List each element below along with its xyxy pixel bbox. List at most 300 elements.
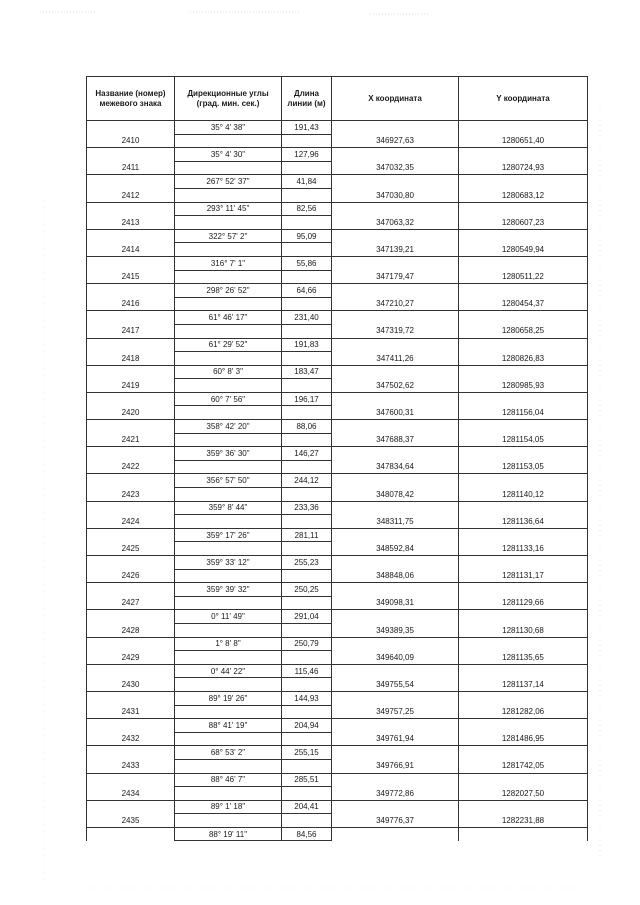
x-cell-empty [332,719,459,733]
segment-row [87,827,588,841]
point-name-cell: 2428 [87,623,175,637]
point-name-cell: 2431 [87,705,175,719]
y-coord-cell: 1282231,88 [459,814,588,828]
segment-row [87,229,588,243]
x-coord-cell: 349755,54 [332,678,459,692]
coordinates-table [86,76,588,841]
y-cell-empty [459,202,588,216]
y-cell-empty [459,800,588,814]
y-cell-empty [459,474,588,488]
x-coord-cell: 349772,86 [332,787,459,801]
y-cell-empty [459,746,588,760]
x-cell-empty [332,229,459,243]
x-cell-empty [332,773,459,787]
length-cell-empty [282,542,332,556]
point-row [87,705,588,719]
x-coord-cell: 349761,94 [332,732,459,746]
length-cell-empty [282,406,332,420]
length-cell: 204,94 [282,719,332,733]
length-cell-empty [282,678,332,692]
name-cell-empty [87,773,175,787]
y-coord-cell: 1281130,68 [459,623,588,637]
segment-row [87,664,588,678]
point-row [87,297,588,311]
angle-cell-empty [175,569,282,583]
name-cell-empty [87,528,175,542]
y-coord-cell: 1280549,94 [459,243,588,257]
name-cell-empty [87,474,175,488]
x-cell-empty [332,420,459,434]
angle-cell-empty [175,814,282,828]
name-cell-empty [87,202,175,216]
y-cell-empty [459,175,588,189]
angle-cell-empty [175,787,282,801]
length-cell: 64,66 [282,284,332,298]
x-cell-empty [332,800,459,814]
segment-row [87,800,588,814]
angle-cell-empty [175,297,282,311]
angle-cell: 293° 11' 45" [175,202,282,216]
segment-row [87,338,588,352]
length-cell-empty [282,243,332,257]
point-name-cell: 2413 [87,216,175,230]
y-coord-cell: 1280826,83 [459,352,588,366]
x-cell-empty [332,311,459,325]
name-cell-empty [87,256,175,270]
angle-cell: 61° 29' 52" [175,338,282,352]
point-row [87,542,588,556]
x-coord-cell: 348592,84 [332,542,459,556]
x-cell-empty [332,501,459,515]
segment-row [87,773,588,787]
x-coord-cell: 347032,35 [332,161,459,175]
y-cell-empty [459,148,588,162]
name-cell-empty [87,827,175,841]
point-row [87,488,588,502]
point-row [87,569,588,583]
x-coord-cell: 349640,09 [332,651,459,665]
angle-cell-empty [175,243,282,257]
point-row [87,134,588,148]
header-angle: Дирекционные углы (град. мин. сек.) [175,77,282,121]
length-cell-empty [282,460,332,474]
angle-cell-empty [175,488,282,502]
x-coord-cell: 347688,37 [332,433,459,447]
x-cell-empty [332,284,459,298]
length-cell-empty [282,787,332,801]
x-cell-empty [332,447,459,461]
point-name-cell: 2417 [87,324,175,338]
name-cell-empty [87,447,175,461]
segment-row [87,175,588,189]
point-row [87,678,588,692]
segment-row [87,148,588,162]
point-name-cell: 2418 [87,352,175,366]
segment-row [87,719,588,733]
y-coord-cell: 1281133,16 [459,542,588,556]
y-cell-empty [459,501,588,515]
point-name-cell: 2419 [87,379,175,393]
segment-row [87,501,588,515]
y-cell-empty [459,229,588,243]
point-row [87,651,588,665]
angle-cell-empty [175,161,282,175]
length-cell-empty [282,188,332,202]
y-cell-empty [459,637,588,651]
x-coord-cell: 349389,35 [332,623,459,637]
point-row [87,324,588,338]
angle-cell: 359° 39' 32" [175,583,282,597]
x-coord-cell: 347210,27 [332,297,459,311]
y-coord-cell: 1281131,17 [459,569,588,583]
length-cell: 95,09 [282,229,332,243]
segment-row [87,691,588,705]
y-coord-cell: 1280724,93 [459,161,588,175]
y-cell-empty [459,528,588,542]
angle-cell-empty [175,705,282,719]
length-cell: 244,12 [282,474,332,488]
x-cell-empty [332,338,459,352]
angle-cell-empty [175,352,282,366]
y-cell-empty [459,311,588,325]
name-cell-empty [87,610,175,624]
y-cell-empty [459,556,588,570]
y-cell-empty [459,664,588,678]
angle-cell: 35° 4' 38" [175,121,282,135]
length-cell-empty [282,161,332,175]
y-cell-empty [459,583,588,597]
length-cell: 233,36 [282,501,332,515]
angle-cell: 298° 26' 52" [175,284,282,298]
point-name-cell: 2415 [87,270,175,284]
segment-row [87,420,588,434]
segment-row [87,583,588,597]
y-coord-cell: 1280607,23 [459,216,588,230]
segment-row [87,284,588,298]
segment-row [87,202,588,216]
angle-cell: 359° 8' 44" [175,501,282,515]
y-cell-empty [459,719,588,733]
point-name-cell: 2426 [87,569,175,583]
y-cell-empty [459,420,588,434]
y-coord-cell: 1280658,25 [459,324,588,338]
x-cell-empty [332,610,459,624]
segment-row [87,121,588,135]
length-cell-empty [282,134,332,148]
x-cell-empty [332,746,459,760]
angle-cell: 359° 17' 26" [175,528,282,542]
angle-cell-empty [175,678,282,692]
point-row [87,406,588,420]
length-cell: 115,46 [282,664,332,678]
y-coord-cell: 1281282,06 [459,705,588,719]
angle-cell-empty [175,596,282,610]
name-cell-empty [87,365,175,379]
x-coord-cell: 349776,37 [332,814,459,828]
angle-cell: 358° 42' 20" [175,420,282,434]
y-coord-cell: 1280511,22 [459,270,588,284]
x-cell-empty [332,148,459,162]
length-cell: 291,04 [282,610,332,624]
x-coord-cell: 349766,91 [332,759,459,773]
length-cell-empty [282,433,332,447]
angle-cell-empty [175,759,282,773]
name-cell-empty [87,691,175,705]
angle-cell: 88° 19' 11" [175,827,282,841]
point-name-cell: 2410 [87,134,175,148]
length-cell: 55,86 [282,256,332,270]
name-cell-empty [87,637,175,651]
point-name-cell: 2421 [87,433,175,447]
length-cell: 255,23 [282,556,332,570]
name-cell-empty [87,556,175,570]
y-coord-cell: 1281137,14 [459,678,588,692]
length-cell: 191,83 [282,338,332,352]
length-cell-empty [282,270,332,284]
angle-cell: 359° 33' 12" [175,556,282,570]
angle-cell-empty [175,433,282,447]
length-cell-empty [282,569,332,583]
length-cell: 88,06 [282,420,332,434]
x-coord-cell: 348311,75 [332,515,459,529]
angle-cell-empty [175,188,282,202]
point-row [87,161,588,175]
segment-row [87,528,588,542]
angle-cell: 0° 44' 22" [175,664,282,678]
x-cell-empty [332,121,459,135]
y-cell-empty [459,338,588,352]
name-cell-empty [87,175,175,189]
length-cell-empty [282,651,332,665]
y-coord-cell: 1282027,50 [459,787,588,801]
point-name-cell: 2429 [87,651,175,665]
angle-cell-empty [175,379,282,393]
x-cell-empty [332,583,459,597]
angle-cell-empty [175,324,282,338]
length-cell-empty [282,596,332,610]
segment-row [87,556,588,570]
angle-cell: 267° 52' 37" [175,175,282,189]
name-cell-empty [87,229,175,243]
point-row [87,460,588,474]
length-cell: 204,41 [282,800,332,814]
length-cell: 281,11 [282,528,332,542]
segment-row [87,256,588,270]
angle-cell-empty [175,651,282,665]
segment-row [87,610,588,624]
point-row [87,433,588,447]
length-cell-empty [282,814,332,828]
y-cell-empty [459,392,588,406]
name-cell-empty [87,392,175,406]
segment-row [87,447,588,461]
point-name-cell: 2423 [87,488,175,502]
y-coord-cell: 1280683,12 [459,188,588,202]
point-name-cell: 2420 [87,406,175,420]
angle-cell-empty [175,623,282,637]
name-cell-empty [87,338,175,352]
y-coord-cell: 1281135,65 [459,651,588,665]
table-header-row [87,77,588,121]
point-row [87,759,588,773]
x-coord-cell: 347030,80 [332,188,459,202]
angle-cell-empty [175,270,282,284]
length-cell: 285,51 [282,773,332,787]
point-name-cell: 2430 [87,678,175,692]
header-length: Длина линии (м) [282,77,332,121]
point-row [87,732,588,746]
x-cell-empty [332,664,459,678]
angle-cell: 0° 11' 49" [175,610,282,624]
length-cell: 196,17 [282,392,332,406]
length-cell-empty [282,515,332,529]
angle-cell-empty [175,216,282,230]
point-name-cell: 2422 [87,460,175,474]
point-row [87,379,588,393]
length-cell: 146,27 [282,447,332,461]
y-coord-cell: 1281742,05 [459,759,588,773]
y-cell-empty [459,256,588,270]
angle-cell: 316° 7' 1" [175,256,282,270]
angle-cell: 89° 1' 18" [175,800,282,814]
x-coord-cell: 347600,31 [332,406,459,420]
y-cell-empty [459,121,588,135]
y-coord-cell: 1281153,05 [459,460,588,474]
length-cell-empty [282,488,332,502]
name-cell-empty [87,664,175,678]
length-cell-empty [282,324,332,338]
name-cell-empty [87,311,175,325]
header-name: Название (номер) межевого знака [87,77,175,121]
angle-cell: 359° 36' 30" [175,447,282,461]
y-coord-cell: 1281140,12 [459,488,588,502]
length-cell: 41,84 [282,175,332,189]
angle-cell: 60° 8' 3" [175,365,282,379]
x-cell-empty [332,528,459,542]
angle-cell: 356° 57' 50" [175,474,282,488]
angle-cell: 88° 46' 7" [175,773,282,787]
point-name-cell: 2435 [87,814,175,828]
x-coord-cell: 347411,26 [332,352,459,366]
angle-cell-empty [175,134,282,148]
x-cell-empty [332,474,459,488]
x-cell-empty [332,392,459,406]
name-cell-empty [87,420,175,434]
angle-cell: 61° 46' 17" [175,311,282,325]
point-row [87,270,588,284]
length-cell-empty [282,759,332,773]
y-coord-cell: 1280454,37 [459,297,588,311]
segment-row [87,474,588,488]
y-cell-empty [459,773,588,787]
angle-cell-empty [175,406,282,420]
length-cell: 82,56 [282,202,332,216]
angle-cell: 68° 53' 2" [175,746,282,760]
length-cell-empty [282,623,332,637]
name-cell-empty [87,148,175,162]
point-name-cell: 2412 [87,188,175,202]
y-cell-empty [459,610,588,624]
x-coord-cell: 347179,47 [332,270,459,284]
x-coord-cell: 347139,21 [332,243,459,257]
length-cell: 250,25 [282,583,332,597]
angle-cell-empty [175,460,282,474]
angle-cell-empty [175,542,282,556]
header-y: Y координата [459,77,588,121]
x-coord-cell: 347834,64 [332,460,459,474]
x-coord-cell: 348848,06 [332,569,459,583]
table-body [87,121,588,841]
point-name-cell: 2416 [87,297,175,311]
angle-cell: 35° 4' 30" [175,148,282,162]
length-cell: 231,40 [282,311,332,325]
y-coord-cell: 1280985,93 [459,379,588,393]
point-row [87,623,588,637]
angle-cell-empty [175,732,282,746]
length-cell: 183,47 [282,365,332,379]
x-coord-cell: 347502,62 [332,379,459,393]
angle-cell: 88° 41' 19" [175,719,282,733]
x-cell-empty [332,256,459,270]
header-x: X координата [332,77,459,121]
segment-row [87,365,588,379]
name-cell-empty [87,583,175,597]
y-cell-empty [459,447,588,461]
point-row [87,814,588,828]
x-coord-cell: 348078,42 [332,488,459,502]
segment-row [87,637,588,651]
x-coord-cell: 347063,32 [332,216,459,230]
point-row [87,352,588,366]
y-coord-cell: 1281486,95 [459,732,588,746]
length-cell: 84,56 [282,827,332,841]
point-name-cell: 2414 [87,243,175,257]
point-row [87,188,588,202]
name-cell-empty [87,746,175,760]
length-cell: 144,93 [282,691,332,705]
name-cell-empty [87,719,175,733]
point-name-cell: 2427 [87,596,175,610]
segment-row [87,311,588,325]
length-cell-empty [282,379,332,393]
x-coord-cell: 346927,63 [332,134,459,148]
x-coord-cell: 349098,31 [332,596,459,610]
x-cell-empty [332,365,459,379]
length-cell: 127,96 [282,148,332,162]
length-cell: 191,43 [282,121,332,135]
x-cell-empty [332,827,459,841]
length-cell-empty [282,705,332,719]
point-name-cell: 2411 [87,161,175,175]
point-name-cell: 2425 [87,542,175,556]
x-coord-cell: 349757,25 [332,705,459,719]
x-coord-cell: 347319,72 [332,324,459,338]
y-coord-cell: 1281136,64 [459,515,588,529]
x-cell-empty [332,556,459,570]
point-row [87,216,588,230]
segment-row [87,746,588,760]
segment-row [87,392,588,406]
y-coord-cell: 1281129,66 [459,596,588,610]
length-cell-empty [282,732,332,746]
y-cell-empty [459,284,588,298]
point-row [87,243,588,257]
y-cell-empty [459,691,588,705]
x-cell-empty [332,202,459,216]
point-row [87,515,588,529]
length-cell-empty [282,297,332,311]
angle-cell: 60° 7' 56" [175,392,282,406]
